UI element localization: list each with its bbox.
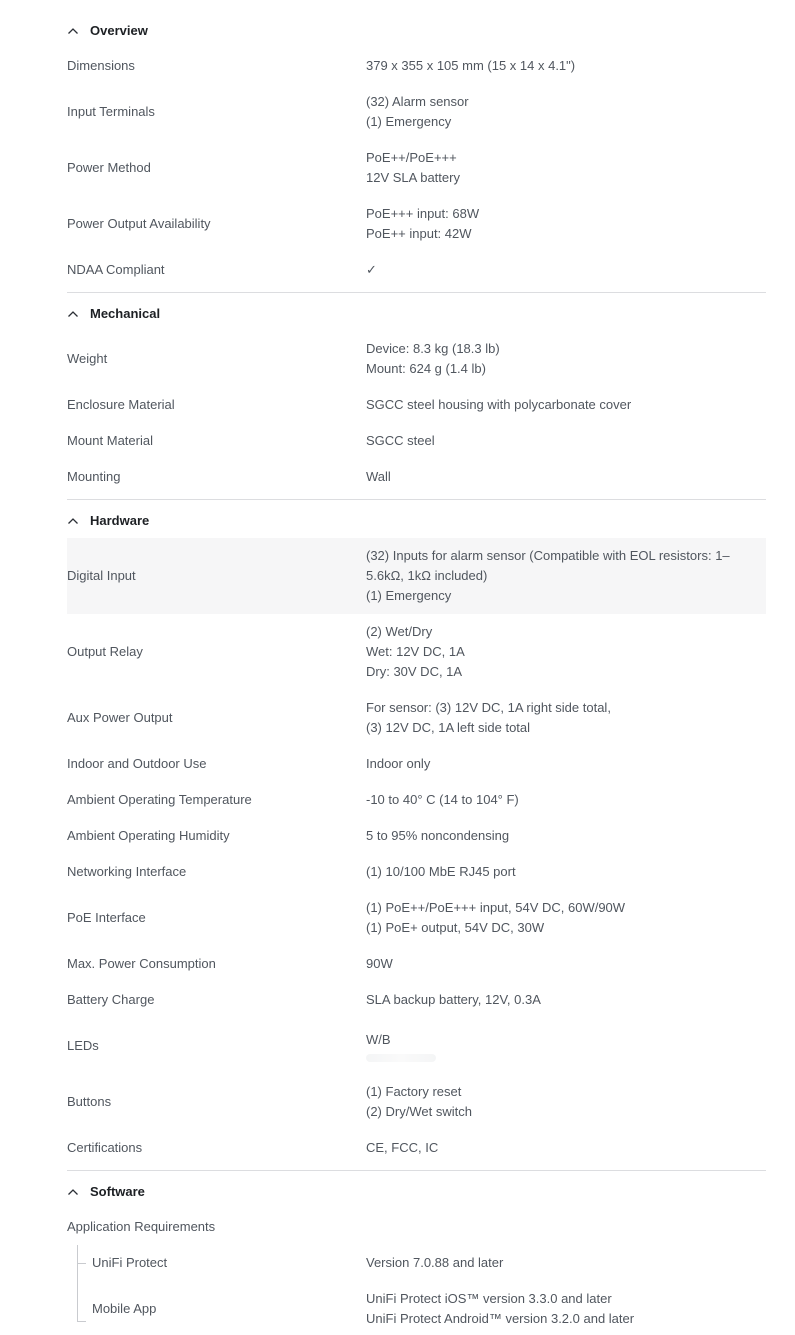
spec-row-max-power [67, 946, 766, 982]
spec-value [366, 622, 766, 682]
spec-value [366, 431, 766, 451]
section-divider [67, 499, 766, 500]
spec-value-line: Indoor only [366, 756, 431, 771]
spec-label: Buttons [67, 1094, 112, 1109]
section-divider [67, 1170, 766, 1171]
section-header-overview[interactable] [67, 18, 766, 43]
spec-label: PoE Interface [67, 910, 146, 925]
spec-label: Input Terminals [67, 104, 155, 119]
spec-row-certifications [67, 1130, 766, 1166]
spec-value-line: (1) Emergency [366, 588, 452, 603]
spec-value-line: PoE++/PoE+++ [366, 150, 457, 165]
spec-value [366, 546, 766, 606]
spec-row-input-terminals [67, 84, 766, 140]
spec-value-line: (32) Alarm sensor [366, 94, 469, 109]
chevron-up-icon [67, 514, 90, 528]
spec-value-line: (1) Emergency [366, 114, 452, 129]
spec-value-line: Wet: 12V DC, 1A [366, 644, 465, 659]
spec-row-mounting [67, 459, 766, 495]
spec-label: Mount Material [67, 433, 153, 448]
spec-label: Networking Interface [67, 864, 187, 879]
spec-label: Mounting [67, 469, 121, 484]
spec-value-line: Device: 8.3 kg (18.3 lb) [366, 341, 500, 356]
spec-value-line: (1) PoE++/PoE+++ input, 54V DC, 60W/90W [366, 900, 626, 915]
spec-label: Ambient Operating Humidity [67, 828, 230, 843]
section-title: Software [90, 1184, 145, 1199]
spec-label: Power Output Availability [67, 216, 211, 231]
spec-value [366, 204, 766, 244]
spec-label: Power Method [67, 160, 151, 175]
spec-value-line: (3) 12V DC, 1A left side total [366, 720, 531, 735]
spec-label: Certifications [67, 1140, 143, 1155]
spec-row-indoor-outdoor [67, 746, 766, 782]
spec-value-line: (2) Wet/Dry [366, 624, 433, 639]
spec-value [366, 339, 766, 379]
spec-value-line: (1) 10/100 MbE RJ45 port [366, 864, 516, 879]
spec-label: Mobile App [92, 1301, 157, 1316]
spec-row-enclosure-material [67, 387, 766, 423]
spec-value [366, 754, 766, 774]
section-divider [67, 292, 766, 293]
chevron-up-icon [67, 307, 90, 321]
spec-value-line: 379 x 355 x 105 mm (15 x 14 x 4.1") [366, 58, 576, 73]
section-title: Mechanical [90, 306, 161, 321]
spec-value [366, 698, 766, 738]
spec-value-line: 5 to 95% noncondensing [366, 828, 510, 843]
spec-value-line: Mount: 624 g (1.4 lb) [366, 361, 486, 376]
spec-value-line: For sensor: (3) 12V DC, 1A right side total, [366, 700, 611, 715]
spec-value [366, 92, 766, 132]
check-icon: ✓ [366, 262, 377, 277]
spec-row-leds [67, 1018, 766, 1074]
spec-value [366, 148, 766, 188]
spec-value [366, 954, 766, 974]
section-title: Hardware [90, 513, 150, 528]
spec-value [366, 395, 766, 415]
spec-value-line: (1) PoE+ output, 54V DC, 30W [366, 920, 545, 935]
spec-label: Indoor and Outdoor Use [67, 756, 207, 771]
spec-sheet [67, 0, 766, 1335]
spec-row-temperature [67, 782, 766, 818]
section-header-software[interactable] [67, 1179, 766, 1204]
spec-label: Max. Power Consumption [67, 956, 216, 971]
spec-value-line: PoE+++ input: 68W [366, 206, 480, 221]
led-preview-image [366, 1054, 436, 1062]
spec-value-line: CE, FCC, IC [366, 1140, 439, 1155]
spec-label: Application Requirements [67, 1219, 216, 1234]
spec-label: NDAA Compliant [67, 262, 165, 277]
spec-value-line: UniFi Protect Android™ version 3.2.0 and later [366, 1311, 635, 1326]
spec-label: Output Relay [67, 644, 143, 659]
spec-row-weight [67, 331, 766, 387]
spec-value-line: W/B [366, 1032, 391, 1047]
spec-value-line: UniFi Protect iOS™ version 3.3.0 and later [366, 1291, 612, 1306]
section-title: Overview [90, 23, 148, 38]
spec-row-digital-input [67, 538, 766, 614]
spec-value [366, 1289, 766, 1329]
spec-row-power-output [67, 196, 766, 252]
spec-value [366, 1138, 766, 1158]
spec-row-mobile-app [67, 1281, 766, 1335]
spec-row-aux-power [67, 690, 766, 746]
chevron-up-icon [67, 1185, 90, 1199]
spec-value-line: PoE++ input: 42W [366, 226, 472, 241]
spec-value-line: Dry: 30V DC, 1A [366, 664, 463, 679]
spec-value-line: (2) Dry/Wet switch [366, 1104, 472, 1119]
spec-row-humidity [67, 818, 766, 854]
spec-row-app-requirements [67, 1209, 766, 1245]
section-header-mechanical[interactable] [67, 301, 766, 326]
spec-row-unifi-protect [67, 1245, 766, 1281]
spec-value-line: Version 7.0.88 and later [366, 1255, 504, 1270]
spec-value [366, 898, 766, 938]
spec-label: Battery Charge [67, 992, 155, 1007]
spec-row-power-method [67, 140, 766, 196]
spec-row-mount-material [67, 423, 766, 459]
spec-row-networking [67, 854, 766, 890]
spec-value-line: -10 to 40° C (14 to 104° F) [366, 792, 519, 807]
spec-value-line: SGCC steel [366, 433, 435, 448]
spec-value [366, 260, 766, 280]
spec-label: Aux Power Output [67, 710, 173, 725]
spec-label: LEDs [67, 1038, 99, 1053]
spec-row-battery-charge [67, 982, 766, 1018]
spec-value-line: 90W [366, 956, 393, 971]
spec-label: Enclosure Material [67, 397, 175, 412]
tree-connector [77, 1321, 86, 1322]
spec-value-line: SGCC steel housing with polycarbonate cover [366, 397, 632, 412]
spec-value-line: (32) Inputs for alarm sensor (Compatible with EOL resistors: 1–5.6kΩ, 1kΩ included) [366, 548, 730, 583]
spec-row-dimensions [67, 48, 766, 84]
spec-row-poe-interface [67, 890, 766, 946]
spec-value [366, 826, 766, 846]
section-header-hardware[interactable] [67, 508, 766, 533]
spec-label: Weight [67, 351, 108, 366]
spec-label: UniFi Protect [92, 1255, 168, 1270]
tree-connector [77, 1263, 86, 1264]
spec-row-output-relay [67, 614, 766, 690]
spec-value [366, 56, 766, 76]
spec-label: Dimensions [67, 58, 135, 73]
spec-value [366, 467, 766, 487]
spec-value-line: Wall [366, 469, 391, 484]
spec-label: Digital Input [67, 568, 136, 583]
spec-value [366, 790, 766, 810]
spec-value-line: SLA backup battery, 12V, 0.3A [366, 992, 541, 1007]
spec-value [366, 1030, 766, 1062]
spec-value [366, 1253, 766, 1273]
spec-row-buttons [67, 1074, 766, 1130]
spec-value [366, 990, 766, 1010]
spec-value-line: (1) Factory reset [366, 1084, 462, 1099]
spec-value [366, 1082, 766, 1122]
spec-row-ndaa [67, 252, 766, 288]
chevron-up-icon [67, 24, 90, 38]
spec-value [366, 862, 766, 882]
spec-label: Ambient Operating Temperature [67, 792, 252, 807]
spec-value-line: 12V SLA battery [366, 170, 460, 185]
